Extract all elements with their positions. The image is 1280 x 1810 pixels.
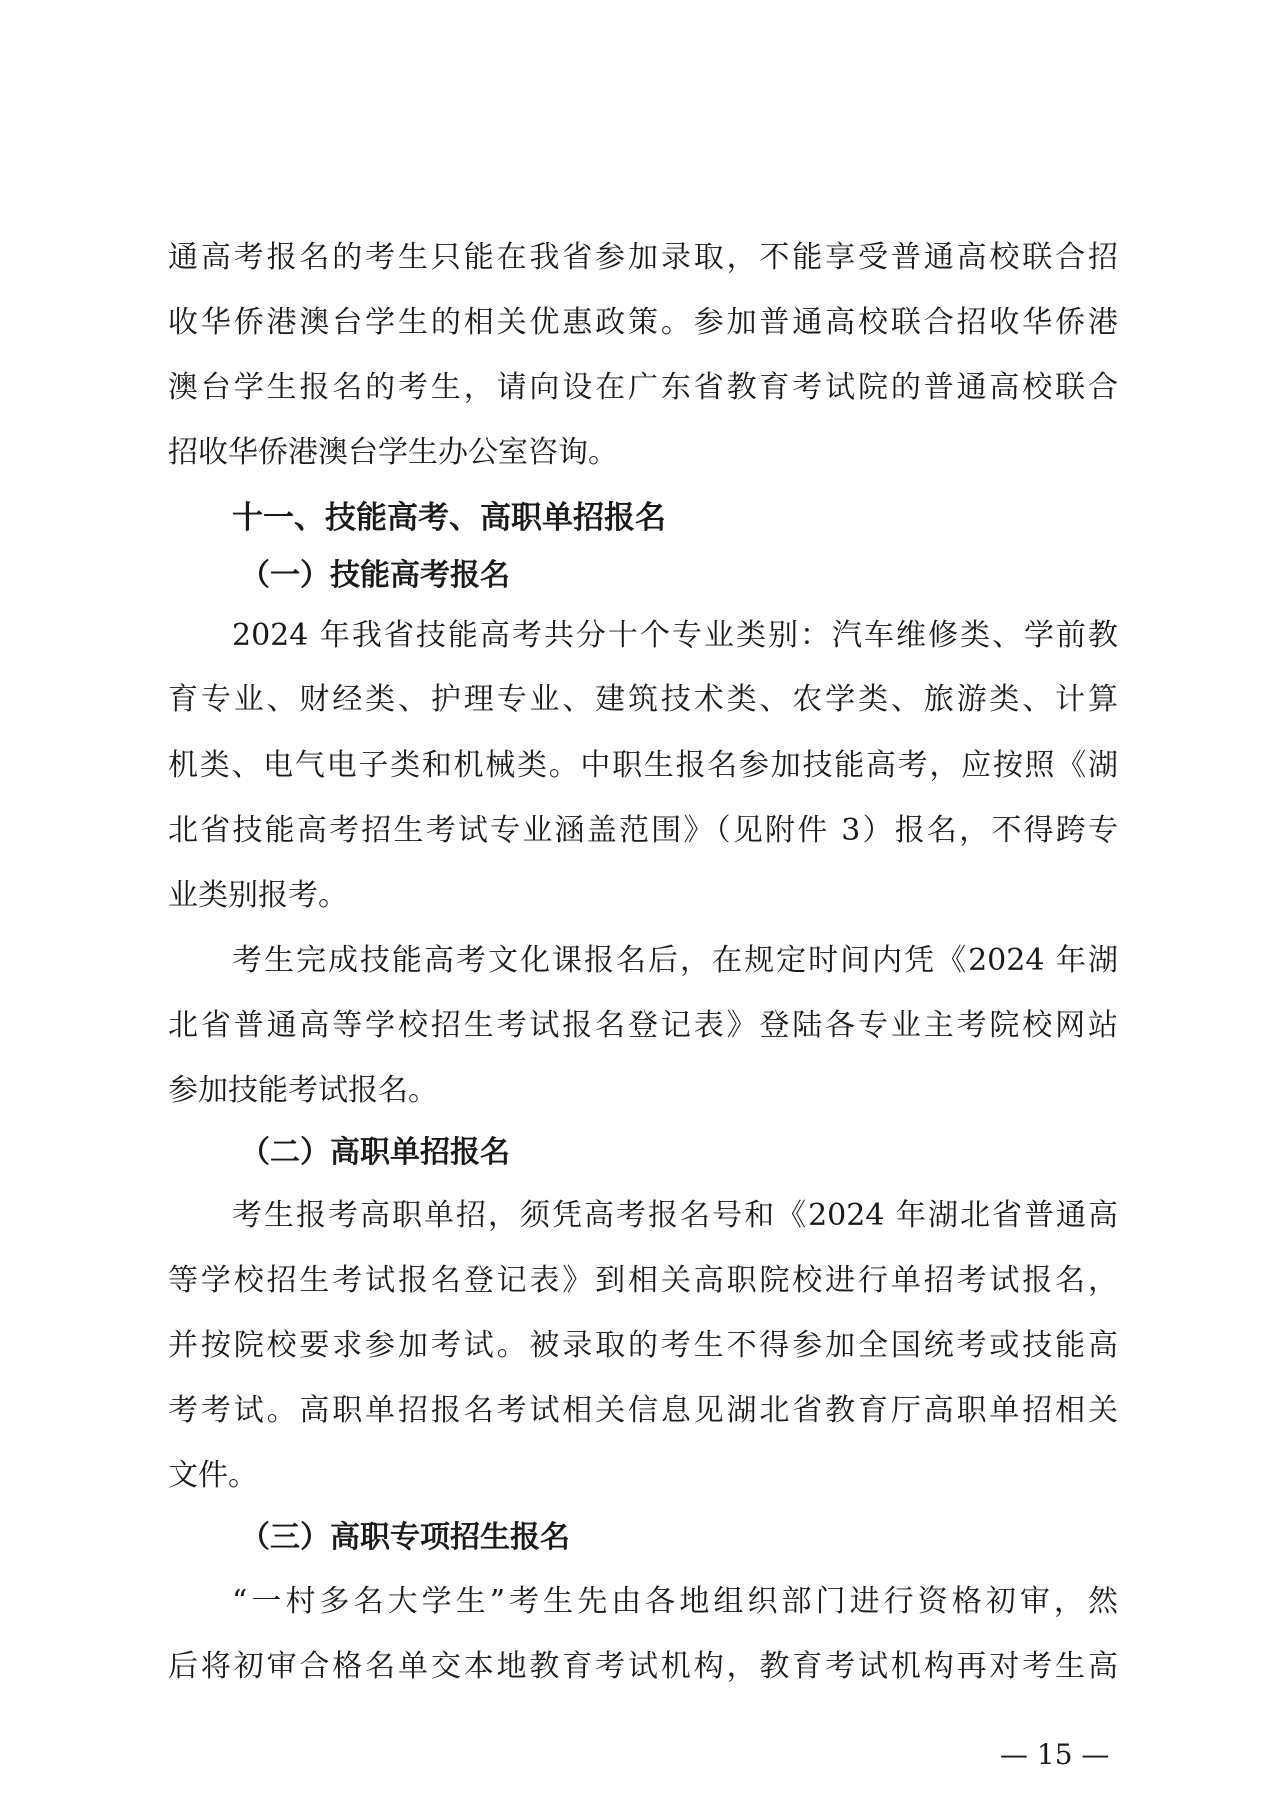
paragraph-line: 2024 年我省技能高考共分十个专业类别：汽车维修类、学前教 (232, 618, 1118, 653)
section-heading: 十一、技能高考、高职单招报名 (232, 500, 666, 536)
paragraph-line: 北省普通高等学校招生考试报名登记表》登陆各专业主考院校网站 (168, 1008, 1118, 1043)
paragraph-line: 育专业、财经类、护理专业、建筑技术类、农学类、旅游类、计算 (168, 682, 1118, 717)
paragraph-line: 澳台学生报名的考生，请向设在广东省教育考试院的普通高校联合 (168, 370, 1118, 405)
subsection-heading-1: （一）技能高考报名 (240, 558, 510, 593)
paragraph-line: 机类、电气电子类和机械类。中职生报名参加技能高考，应按照《湖 (168, 748, 1118, 783)
subsection-heading-3: （三）高职专项招生报名 (240, 1520, 570, 1555)
paragraph-line: “一村多名大学生”考生先由各地组织部门进行资格初审，然 (232, 1584, 1118, 1619)
subsection-heading-2: （二）高职单招报名 (240, 1135, 510, 1170)
paragraph-line: 考生报考高职单招，须凭高考报名号和《2024 年湖北省普通高 (232, 1198, 1118, 1233)
paragraph-line: 招收华侨港澳台学生办公室咨询。 (168, 435, 618, 470)
paragraph-line: 通高考报名的考生只能在我省参加录取，不能享受普通高校联合招 (168, 240, 1118, 275)
paragraph-line: 后将初审合格名单交本地教育考试机构，教育考试机构再对考生高 (168, 1649, 1118, 1684)
paragraph-line: 参加技能考试报名。 (168, 1073, 438, 1108)
paragraph-line: 文件。 (168, 1458, 258, 1493)
paragraph-line: 北省技能高考招生考试专业涵盖范围》（见附件 3）报名，不得跨专 (168, 813, 1118, 848)
paragraph-line: 考考试。高职单招报名考试相关信息见湖北省教育厅高职单招相关 (168, 1393, 1118, 1428)
paragraph-line: 收华侨港澳台学生的相关优惠政策。参加普通高校联合招收华侨港 (168, 305, 1118, 340)
paragraph-line: 等学校招生考试报名登记表》到相关高职院校进行单招考试报名， (168, 1263, 1118, 1298)
paragraph-line: 业类别报考。 (168, 878, 348, 913)
paragraph-line: 考生完成技能高考文化课报名后，在规定时间内凭《2024 年湖 (232, 943, 1118, 978)
page-number: — 15 — (1000, 1738, 1110, 1771)
paragraph-line: 并按院校要求参加考试。被录取的考生不得参加全国统考或技能高 (168, 1328, 1118, 1363)
